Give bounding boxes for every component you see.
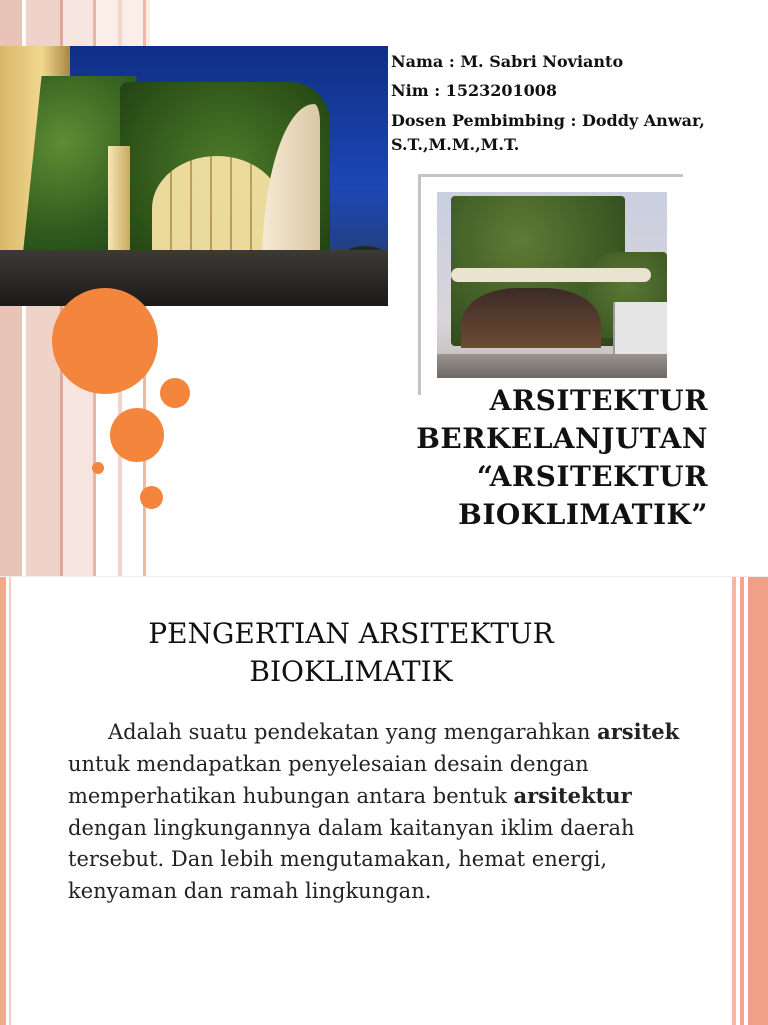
heading-line: BIOKLIMATIK	[249, 655, 453, 688]
student-name: Nama : M. Sabri Novianto	[391, 52, 624, 71]
definition-paragraph	[68, 716, 688, 907]
decor-stripe	[9, 577, 11, 1025]
decor-stripe	[740, 577, 744, 1025]
slide-title-text	[348, 382, 708, 534]
title-line: “ARSITEKTUR	[476, 460, 708, 493]
body-bold-term: arsitektur	[513, 783, 632, 808]
decor-circle	[110, 408, 164, 462]
photo-shape	[451, 268, 651, 282]
body-bold-term: arsitek	[597, 719, 680, 744]
student-info	[391, 47, 761, 157]
green-wall-building-photo	[0, 46, 388, 306]
supervisor: Dosen Pembimbing : Doddy Anwar, S.T.,M.M.,M.T.	[391, 111, 705, 154]
photo-shape	[0, 250, 388, 306]
body-text: Adalah suatu pendekatan yang mengarahkan	[108, 720, 598, 744]
body-text: untuk mendapatkan penyelesaian desain dengan memperhatikan hubungan antara bentuk	[68, 751, 589, 808]
heading-line: PENGERTIAN ARSITEKTUR	[148, 617, 554, 650]
title-line: ARSITEKTUR	[489, 384, 708, 417]
decor-circle	[92, 462, 104, 474]
photo-shape	[437, 354, 667, 378]
title-line: BIOKLIMATIK”	[458, 498, 708, 531]
green-facade-building-photo	[437, 192, 667, 378]
student-nim: Nim : 1523201008	[391, 81, 558, 100]
decor-stripe	[748, 577, 768, 1025]
decor-circle	[140, 486, 163, 509]
decor-circle	[52, 288, 158, 394]
title-line: BERKELANJUTAN	[416, 422, 708, 455]
photo-shape	[461, 288, 601, 348]
slide-definition	[0, 576, 768, 1025]
decor-circle	[160, 378, 190, 408]
body-text: dengan lingkungannya dalam kaitanyan iklim daerah tersebut. Dan lebih mengutamakan, hemat energi, kenyaman dan ramah lingkungan.	[68, 815, 635, 903]
section-heading	[66, 615, 636, 691]
decor-stripe	[732, 577, 736, 1025]
decor-stripe	[0, 577, 6, 1025]
